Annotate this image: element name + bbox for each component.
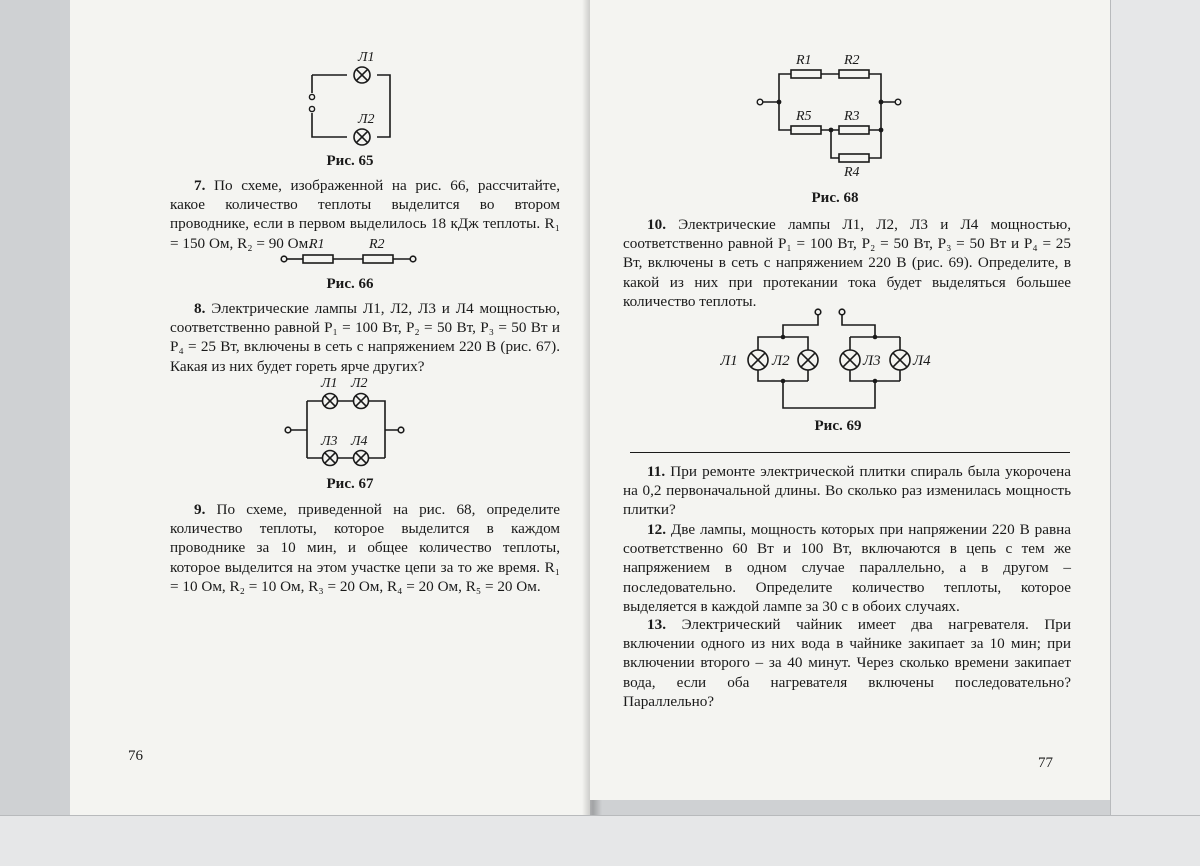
problem-10-number: 10. bbox=[647, 216, 666, 233]
problem-10 bbox=[623, 215, 1071, 311]
figure-67-caption: Рис. 67 bbox=[326, 476, 374, 492]
problem-13-number: 13. bbox=[647, 616, 666, 633]
problem-8-number: 8. bbox=[194, 300, 206, 317]
figure-68-diagram bbox=[755, 50, 915, 180]
figure-69-caption: Рис. 69 bbox=[814, 418, 862, 434]
fig68-label-r1: R1 bbox=[796, 53, 812, 68]
fig69-label-l3: Л3 bbox=[863, 353, 881, 369]
left-page bbox=[70, 0, 590, 815]
problem-10-text: Электрические лампы Л1, Л2, Л3 и Л4 мощностью, соответственно равной P₁ = 100 Вт, P₂ = 50 Вт, P₃ = 50 Вт и P₄ = 25 Вт, включены в сеть с напряжением 220 В (рис. 69). Определите, в какой из них при протекании тока будет выделяться большее количество теплоты. bbox=[623, 216, 1072, 310]
fig68-label-r3: R3 bbox=[844, 109, 860, 124]
fig66-label-r1: R1 bbox=[309, 237, 325, 252]
fig69-label-l1: Л1 bbox=[720, 353, 738, 369]
problem-12-number: 12. bbox=[647, 521, 666, 538]
fig65-label-l2: Л2 bbox=[358, 112, 375, 127]
fig69-label-l2: Л2 bbox=[772, 353, 790, 369]
fig68-label-r4: R4 bbox=[844, 165, 860, 180]
problem-9-text: По схеме, приведенной на рис. 68, определите количество теплоты, которое выделится в каждом проводнике за 10 мин, и общее количество теплоты, которое выделится на этом участке цепи за то же время. R₁ = 10 Ом, R₂ = 10 Ом, R₃ = 20 Ом, R₄ = 20 Ом, R₅ = 20 Ом. bbox=[170, 501, 560, 595]
fig67-label-l4: Л4 bbox=[351, 434, 368, 449]
figure-65-caption: Рис. 65 bbox=[326, 153, 374, 169]
problem-7-text: По схеме, изображенной на рис. 66, рассчитайте, какое количество теплоты выделится во втором проводнике, если в первом выделилось 18 кДж теплоты. R₁ = 150 Ом, R₂ = 90 Ом. bbox=[170, 177, 561, 252]
fig67-label-l3: Л3 bbox=[321, 434, 338, 449]
right-page bbox=[590, 0, 1110, 800]
problem-7-number: 7. bbox=[194, 177, 206, 194]
fig68-label-r5: R5 bbox=[796, 109, 812, 124]
figure-66-caption: Рис. 66 bbox=[326, 276, 374, 292]
problem-8 bbox=[170, 299, 560, 376]
problem-11-number: 11. bbox=[647, 463, 666, 480]
figure-67-diagram bbox=[283, 373, 413, 473]
fig66-label-r2: R2 bbox=[369, 237, 385, 252]
cover-edge bbox=[1110, 0, 1200, 865]
fig67-label-l1: Л1 bbox=[321, 376, 338, 391]
problem-13-text: Электрический чайник имеет два нагревателя. При включении одного из них вода в чайнике закипает за 10 мин; при включении второго – за 40 минут. Через сколько времени закипает вода, если оба нагревателя включены последовательно? Параллельно? bbox=[623, 616, 1072, 710]
problem-13 bbox=[623, 615, 1071, 711]
problem-12-text: Две лампы, мощность которых при напряжении 220 В равна соответственно 60 Вт и 100 Вт, включаются в цепь с тем же напряжением в одном случае параллельно, а в другом – последовательно. Определите количество теплоты, которое выделяется в каждой лампе за 30 с в обоих случаях. bbox=[623, 521, 1071, 615]
fig69-label-l4: Л4 bbox=[913, 353, 931, 369]
figure-69-diagram bbox=[720, 303, 950, 413]
problem-12 bbox=[623, 520, 1071, 616]
fig67-label-l2: Л2 bbox=[351, 376, 368, 391]
right-page-number: 77 bbox=[1038, 755, 1053, 771]
problem-9-number: 9. bbox=[194, 501, 206, 518]
left-page-number: 76 bbox=[128, 748, 143, 764]
problem-11 bbox=[623, 462, 1071, 520]
figure-66-diagram bbox=[278, 235, 428, 271]
divider-line bbox=[630, 452, 1070, 453]
problem-9 bbox=[170, 500, 560, 596]
figure-68-caption: Рис. 68 bbox=[811, 190, 859, 206]
cover-edge-bottom bbox=[0, 815, 1200, 866]
figure-65-diagram bbox=[302, 45, 402, 150]
problem-11-text: При ремонте электрической плитки спираль была укорочена на 0,2 первоначальной длины. Во сколько раз изменилась мощность плитки? bbox=[623, 463, 1071, 519]
lamp-icon bbox=[354, 67, 370, 145]
fig68-label-r2: R2 bbox=[844, 53, 860, 68]
fig65-label-l1: Л1 bbox=[358, 50, 375, 65]
problem-8-text: Электрические лампы Л1, Л2, Л3 и Л4 мощностью, соответственно равной P₁ = 100 Вт, P₂ = 50 Вт, P₃ = 50 Вт и P₄ = 25 Вт, включены в сеть с напряжением 220 В (рис. 67). Какая из них будет гореть ярче других? bbox=[170, 300, 560, 375]
